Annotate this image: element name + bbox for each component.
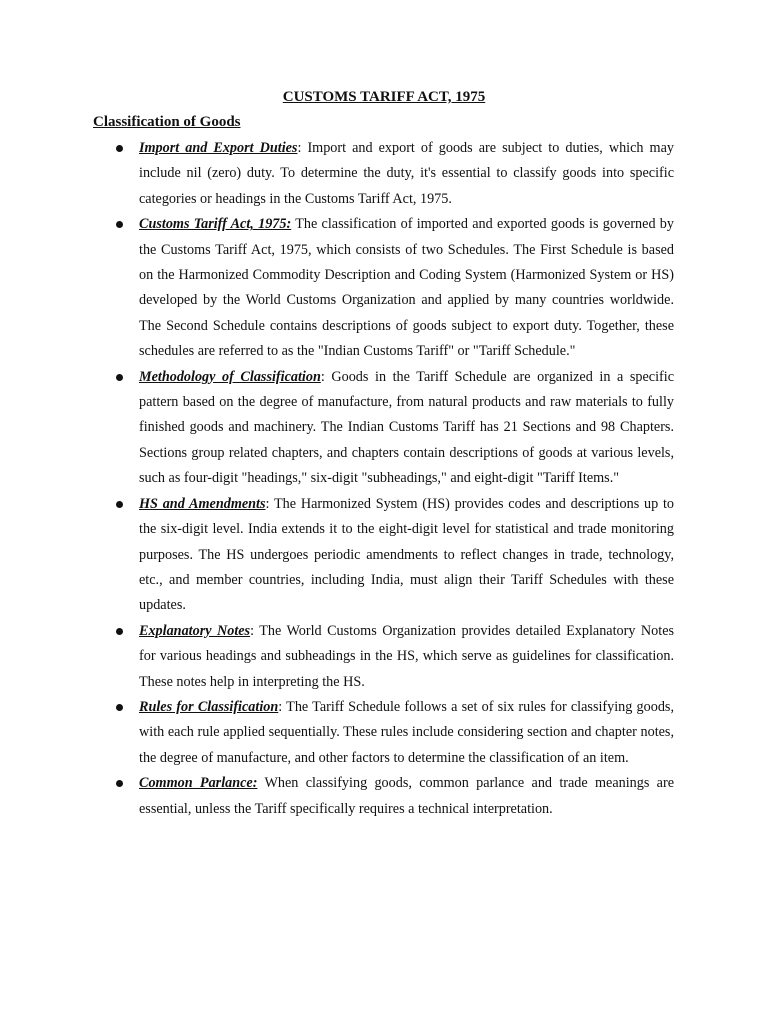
bullet-term: HS and Amendments bbox=[139, 495, 266, 512]
list-item bbox=[0, 212, 768, 364]
bullet-term: Methodology of Classification bbox=[139, 368, 321, 385]
bullet-text bbox=[139, 365, 674, 492]
list-item bbox=[0, 136, 768, 212]
bullet-body: Goods in the Tariff Schedule are organized in a specific pattern based on the degree of manufacture, from natural products and raw materials to fully finished goods and machinery. The Indian Customs Tariff has 21 Sections and 98 Chapters. Sections group related chapters, and chapters contain descriptions of goods at various levels, such as four-digit "headings," six-digit "subheadings," and eight-digit "Tariff Items." bbox=[139, 368, 675, 487]
bullet-body: The World Customs Organization provides detailed Explanatory Notes for various headings and subheadings in the HS, which serve as guidelines for classification. These notes help in interpreting the HS. bbox=[139, 622, 675, 690]
bullet-icon bbox=[116, 501, 123, 508]
bullet-text bbox=[139, 492, 674, 619]
bullet-icon bbox=[116, 780, 123, 787]
bullet-separator: : bbox=[278, 698, 283, 715]
bullet-separator: : bbox=[265, 495, 270, 512]
bullet-text bbox=[139, 771, 674, 822]
bullet-icon bbox=[116, 374, 123, 381]
bullet-separator: : bbox=[250, 622, 255, 639]
bullet-body: When classifying goods, common parlance and trade meanings are essential, unless the Tariff specifically requires a technical interpretation. bbox=[139, 775, 674, 817]
document-title: CUSTOMS TARIFF ACT, 1975 bbox=[282, 89, 486, 105]
bullet-text bbox=[139, 212, 674, 364]
list-item bbox=[0, 492, 768, 619]
bullet-separator: : bbox=[320, 368, 325, 385]
bullet-body: Import and export of goods are subject to duties, which may include nil (zero) duty. To determine the duty, it's essential to classify goods into specific categories or headings in the Customs Tariff Act, 1975. bbox=[139, 140, 674, 207]
bullet-body: The classification of imported and exported goods is governed by the Customs Tariff Act, 1975, which consists of two Schedules. The First Schedule is based on the Harmonized Commodity Description and Coding System (Harmonized System or HS) developed by the World Customs Organization and applied by many countries worldwide. The Second Schedule contains descriptions of goods subject to export duty. Together, these schedules are referred to as the "Indian Customs Tariff" or "Tariff Schedule." bbox=[139, 216, 674, 360]
list-item bbox=[0, 365, 768, 492]
bullet-term: Rules for Classification bbox=[139, 698, 279, 715]
bullet-term: Customs Tariff Act, 1975: bbox=[139, 216, 292, 233]
list-item bbox=[0, 695, 768, 771]
list-item bbox=[0, 771, 768, 822]
bullet-list bbox=[0, 136, 768, 822]
bullet-term: Common Parlance: bbox=[139, 775, 258, 792]
list-item bbox=[0, 619, 768, 695]
bullet-separator: : bbox=[297, 140, 302, 156]
bullet-icon bbox=[116, 145, 123, 152]
bullet-text bbox=[139, 695, 674, 771]
section-heading: Classification of Goods bbox=[93, 114, 241, 130]
bullet-icon bbox=[116, 704, 123, 711]
bullet-body: The Harmonized System (HS) provides codes and descriptions up to the six-digit level. India extends it to the eight-digit level for statistical and trade monitoring purposes. The HS undergoes periodic amendments to reflect changes in trade, technology, etc., and member countries, including India, must align their Tariff Schedules with these updates. bbox=[139, 495, 674, 614]
bullet-term: Explanatory Notes bbox=[139, 622, 251, 639]
bullet-text bbox=[139, 619, 674, 695]
bullet-icon bbox=[116, 628, 123, 635]
bullet-body: The Tariff Schedule follows a set of six rules for classifying goods, with each rule applied sequentially. These rules include considering section and chapter notes, the degree of manufacture, and other factors to determine the classification of an item. bbox=[139, 698, 674, 766]
bullet-icon bbox=[116, 221, 123, 228]
bullet-term: Import and Export Duties bbox=[139, 140, 298, 156]
bullet-text bbox=[139, 136, 674, 212]
